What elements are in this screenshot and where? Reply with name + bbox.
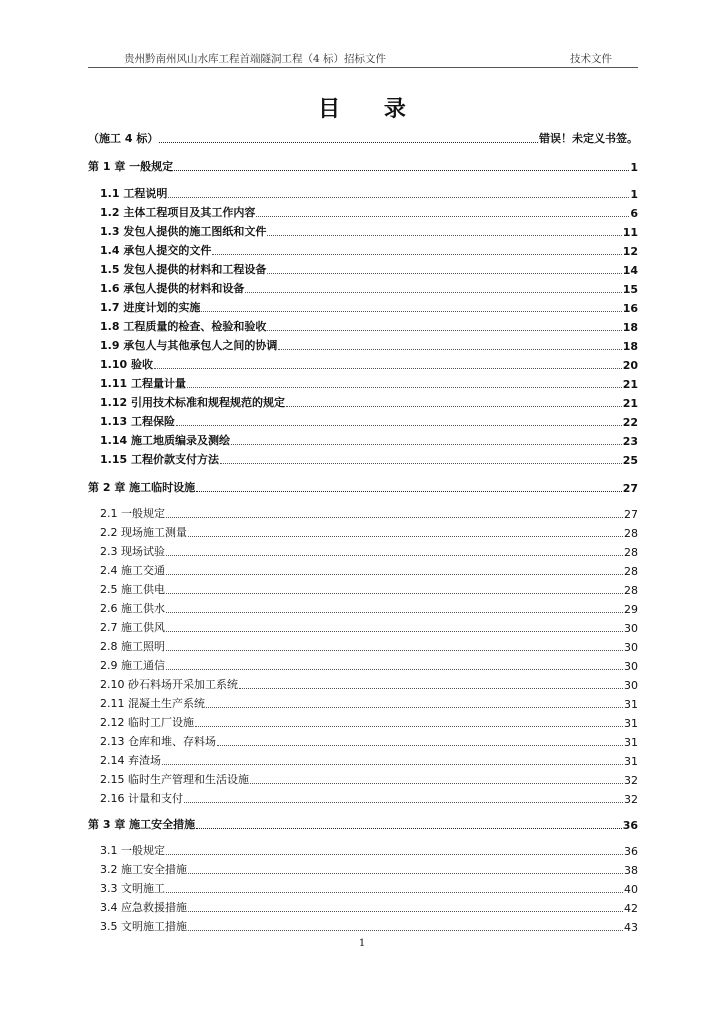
toc-leader-dots [166,650,623,651]
toc-entry-page: 错误！未定义书签。 [539,132,638,145]
toc-entry-label: 2.2 现场施工测量 [100,526,187,539]
toc-entry-label: 1.3 发包人提供的施工图纸和文件 [100,225,267,238]
toc-leader-dots [231,444,622,445]
toc-leader-dots [166,574,623,575]
toc-section-entry[interactable] [100,619,638,635]
toc-leader-dots [196,828,622,829]
toc-leader-dots [245,292,621,293]
toc-section-entry[interactable] [100,318,638,334]
toc-leader-dots [166,593,623,594]
toc-entry-label: 1.7 进度计划的实施 [100,301,201,314]
toc-leader-dots [166,854,623,855]
toc-leader-dots [188,873,623,874]
toc-entry-page: 21 [622,378,638,391]
toc-chapter-entry[interactable] [88,479,638,495]
toc-leader-dots [166,612,623,613]
toc-leader-dots [176,425,622,426]
toc-leader-dots [212,254,621,255]
toc-entry-page: 31 [624,717,638,730]
toc-entry-label: 2.8 施工照明 [100,640,165,653]
toc-leader-dots [201,311,621,312]
page-title: 目 录 [318,96,424,122]
toc-entry-page: 32 [624,774,638,787]
toc-entry-page: 27 [624,508,638,521]
toc-entry-page: 1 [630,161,638,174]
toc-entry-label: 1.2 主体工程项目及其工作内容 [100,206,256,219]
toc-leader-dots [196,491,622,492]
toc-leader-dots [256,216,629,217]
toc-leader-dots [187,387,622,388]
toc-leader-dots [174,170,629,171]
toc-leader-dots [168,197,629,198]
toc-entry-page: 14 [622,264,638,277]
toc-entry-label: 2.6 施工供水 [100,602,165,615]
toc-leader-dots [159,142,538,143]
toc-entry-label: 2.7 施工供风 [100,621,165,634]
toc-section-entry[interactable] [100,432,638,448]
toc-section-entry[interactable] [100,299,638,315]
toc-entry-label: 第 1 章 一般规定 [88,160,174,173]
toc-entry-page: 22 [622,416,638,429]
toc-entry-label: 2.1 一般规定 [100,507,165,520]
toc-section-entry[interactable] [100,356,638,372]
toc-entry-page: 36 [622,819,638,832]
toc-section-entry[interactable] [100,280,638,296]
toc-entry-page: 29 [624,603,638,616]
toc-section-entry[interactable] [100,695,638,711]
toc-entry-label: 3.3 文明施工 [100,882,165,895]
toc-entry-page: 18 [622,340,638,353]
toc-section-entry[interactable] [100,771,638,787]
toc-section-entry[interactable] [100,752,638,768]
toc-entry-page: 30 [624,622,638,635]
toc-leader-dots [162,764,623,765]
toc-leader-dots [267,330,621,331]
toc-entry-page: 16 [622,302,638,315]
toc-entry-label: 3.4 应急救援措施 [100,901,187,914]
toc-entry-page: 28 [624,584,638,597]
toc-entry-label: （施工 4 标） [88,132,159,145]
toc-leader-dots [166,669,623,670]
toc-entry-label: 1.15 工程价款支付方法 [100,453,219,466]
toc-leader-dots [184,802,623,803]
toc-entry-page: 28 [624,565,638,578]
toc-entry-page: 23 [622,435,638,448]
toc-section-entry[interactable] [100,524,638,540]
toc-leader-dots [166,517,623,518]
header-document-title: 贵州黔南州风山水库工程首端隧洞工程（4 标）招标文件 [124,53,387,65]
toc-leader-dots [188,911,623,912]
toc-entry-label: 1.11 工程量计量 [100,377,186,390]
toc-entry-page: 30 [624,641,638,654]
toc-entry-label: 2.5 施工供电 [100,583,165,596]
toc-entry-label: 1.5 发包人提供的材料和工程设备 [100,263,267,276]
toc-entry-label: 2.11 混凝土生产系统 [100,697,205,710]
toc-entry-page: 31 [624,736,638,749]
toc-section-entry[interactable] [100,505,638,521]
toc-section-entry[interactable] [100,413,638,429]
toc-entry-page: 27 [622,482,638,495]
toc-section-entry[interactable] [100,185,638,201]
toc-entry-label: 1.14 施工地质编录及测绘 [100,434,230,447]
toc-section-entry[interactable] [100,657,638,673]
toc-entry-label: 1.8 工程质量的检查、检验和验收 [100,320,267,333]
toc-leader-dots [195,726,623,727]
toc-section-entry[interactable] [100,562,638,578]
toc-entry-label: 2.14 弃渣场 [100,754,161,767]
toc-section-entry[interactable] [100,899,638,915]
toc-section-entry[interactable] [100,790,638,806]
toc-leader-dots [217,745,623,746]
toc-section-entry[interactable] [100,223,638,239]
toc-section-entry[interactable] [100,394,638,410]
toc-entry-page: 12 [622,245,638,258]
toc-entry-label: 2.16 计量和支付 [100,792,183,805]
toc-entry-label: 1.6 承包人提供的材料和设备 [100,282,245,295]
toc-leader-dots [188,536,623,537]
toc-leader-dots [206,707,623,708]
toc-leader-dots [267,273,621,274]
toc-entry-page: 11 [622,226,638,239]
toc-leader-dots [154,368,622,369]
toc-leader-dots [278,349,621,350]
toc-entry-page: 1 [630,188,638,201]
toc-leader-dots [239,688,623,689]
toc-section-entry[interactable] [100,337,638,353]
toc-chapter-entry[interactable] [88,158,638,174]
toc-section-entry[interactable] [100,861,638,877]
toc-leader-dots [166,892,623,893]
toc-entry-page: 31 [624,698,638,711]
toc-section-entry[interactable] [100,676,638,692]
header-section-label: 技术文件 [570,53,612,65]
toc-entry-label: 3.1 一般规定 [100,844,165,857]
toc-entry-label: 1.4 承包人提交的文件 [100,244,212,257]
toc-entry-label: 2.13 仓库和堆、存料场 [100,735,216,748]
toc-entry-page: 28 [624,527,638,540]
toc-entry-page: 15 [622,283,638,296]
toc-chapter-entry[interactable] [88,130,638,146]
toc-section-entry[interactable] [100,451,638,467]
toc-entry-label: 2.15 临时生产管理和生活设施 [100,773,249,786]
toc-entry-page: 32 [624,793,638,806]
toc-entry-page: 36 [624,845,638,858]
toc-section-entry[interactable] [100,638,638,654]
toc-entry-page: 21 [622,397,638,410]
toc-leader-dots [166,555,623,556]
toc-entry-label: 1.13 工程保险 [100,415,175,428]
toc-leader-dots [188,930,623,931]
toc-entry-label: 3.2 施工安全措施 [100,863,187,876]
toc-entry-page: 6 [630,207,638,220]
toc-section-entry[interactable] [100,842,638,858]
toc-entry-page: 28 [624,546,638,559]
toc-leader-dots [267,235,621,236]
toc-entry-page: 43 [624,921,638,934]
toc-entry-label: 第 3 章 施工安全措施 [88,818,196,831]
toc-leader-dots [166,631,623,632]
toc-entry-page: 18 [622,321,638,334]
toc-section-entry[interactable] [100,733,638,749]
toc-leader-dots [286,406,622,407]
toc-entry-label: 1.12 引用技术标准和规程规范的规定 [100,396,285,409]
header-divider [88,67,638,68]
toc-entry-label: 2.4 施工交通 [100,564,165,577]
toc-section-entry[interactable] [100,581,638,597]
toc-entry-page: 42 [624,902,638,915]
toc-entry-page: 30 [624,660,638,673]
toc-chapter-entry[interactable] [88,816,638,832]
toc-section-entry[interactable] [100,543,638,559]
toc-leader-dots [250,783,623,784]
toc-entry-label: 1.10 验收 [100,358,153,371]
toc-section-entry[interactable] [100,600,638,616]
toc-entry-label: 1.1 工程说明 [100,187,168,200]
toc-section-entry[interactable] [100,204,638,220]
toc-entry-page: 30 [624,679,638,692]
toc-entry-label: 3.5 文明施工措施 [100,920,187,933]
toc-leader-dots [220,463,622,464]
toc-section-entry[interactable] [100,880,638,896]
page-header [88,51,638,67]
toc-entry-label: 1.9 承包人与其他承包人之间的协调 [100,339,278,352]
page-number: 1 [358,938,366,949]
toc-entry-label: 2.10 砂石料场开采加工系统 [100,678,238,691]
toc-section-entry[interactable] [100,714,638,730]
toc-section-entry[interactable] [100,375,638,391]
toc-section-entry[interactable] [100,918,638,934]
toc-entry-page: 25 [622,454,638,467]
toc-entry-page: 38 [624,864,638,877]
toc-entry-page: 40 [624,883,638,896]
toc-entry-label: 2.3 现场试验 [100,545,165,558]
toc-section-entry[interactable] [100,242,638,258]
toc-section-entry[interactable] [100,261,638,277]
toc-entry-label: 2.12 临时工厂设施 [100,716,194,729]
toc-entry-label: 第 2 章 施工临时设施 [88,481,196,494]
toc-entry-page: 31 [624,755,638,768]
toc-entry-label: 2.9 施工通信 [100,659,165,672]
toc-entry-page: 20 [622,359,638,372]
